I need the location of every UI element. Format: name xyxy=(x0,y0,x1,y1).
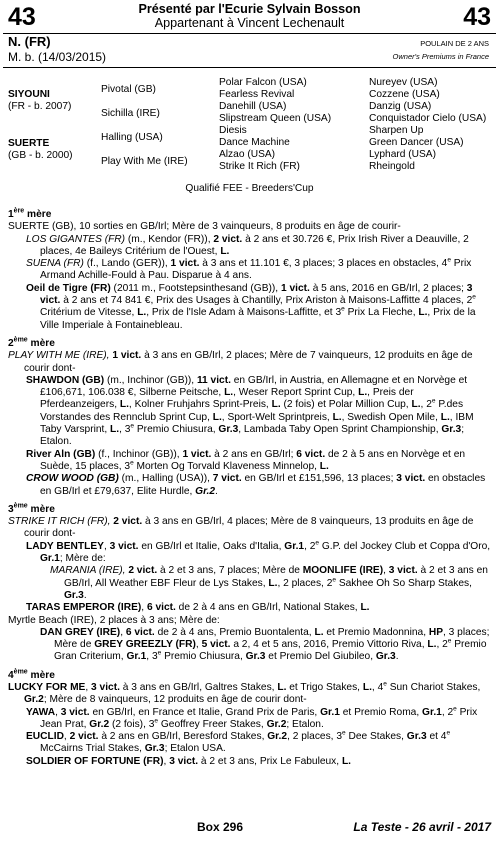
pedigree-g3: Cozzene (USA) xyxy=(369,89,440,100)
produce-entry: SOLDIER OF FORTUNE (FR), 3 vict. à 2 et 3 ans, Prix Le Fabuleux, L. xyxy=(26,755,351,767)
section-heading: 4ème mère xyxy=(8,668,55,681)
catalogue-body xyxy=(8,209,492,768)
dam-paragraph: LUCKY FOR ME, 3 vict. à 3 ans en GB/Irl, Galtres Stakes, L. et Trigo Stakes, L., 4e Sun Chariot Stakes, Gr.2; Mère de 8 vainqueurs, 12 produits en âge de courir dont- xyxy=(8,680,481,706)
pedigree-g2: Slipstream Queen (USA) xyxy=(219,113,332,124)
produce-entry: River Aln (GB) (f., Inchinor (GB)), 1 vict. à 2 ans en GB/Irl; 6 vict. de 2 à 5 ans en Norvège et en Suède, 15 places, 3e Morten Og Torvald Klaveness Minnelop, L. xyxy=(26,448,466,472)
pedigree-g2: Strike It Rich (FR) xyxy=(219,161,300,172)
horse-name: N. (FR) xyxy=(8,34,51,49)
produce-entry: CROW WOOD (GB) (m., Halling (USA)), 7 vict. en GB/Irl et £151,596, 13 places; 3 vict. en obstacles en GB/Irl et £79,637, Elite Hurdle, Gr.2. xyxy=(26,473,486,497)
pedigree-dam: SUERTE xyxy=(8,138,50,149)
dam-paragraph: PLAY WITH ME (IRE), 1 vict. à 3 ans en GB/Irl, 2 places; Mère de 7 vainqueurs, 12 produits en âge de courir dont- xyxy=(8,350,473,374)
pedigree-g2: Polar Falcon (USA) xyxy=(219,77,307,88)
section-heading: 2ème mère xyxy=(8,336,55,349)
dam-paragraph: STRIKE IT RICH (FR), 2 vict. à 3 ans en GB/Irl, 4 places; Mère de 8 vainqueurs, 13 produits en âge de courir dont- xyxy=(8,516,474,540)
produce-entry: TARAS EMPEROR (IRE), 6 vict. de 2 à 4 ans en GB/Irl, National Stakes, L. xyxy=(26,602,370,614)
section-heading: 1ère mère xyxy=(8,207,52,220)
owner-premiums: Owner's Premiums in France xyxy=(392,52,489,61)
pedigree-sire-info: (FR - b. 2007) xyxy=(8,101,72,112)
pedigree-g1: Sichilla (IRE) xyxy=(101,108,160,119)
pedigree-g3: Rheingold xyxy=(369,161,415,172)
pedigree-g1: Halling (USA) xyxy=(101,132,163,143)
produce-entry: DAN GREY (IRE), 6 vict. de 2 à 4 ans, Premio Buontalenta, L. et Premio Madonnina, HP, 3 places; Mère de GREY GREEZLY (FR), 5 vict. a 2, 4 et 5 ans, 2016, Premio Vittorio Riva, L., 2e Premio Gran Criterium, Gr.1, 3e Premio Chiusura, Gr.3 et Premio Del Giubileo, Gr.3. xyxy=(40,626,490,663)
section-heading: 3ème mère xyxy=(8,502,55,515)
pedigree-sire: SIYOUNI xyxy=(8,89,50,100)
pedigree-g2: Alzao (USA) xyxy=(219,149,276,160)
produce-entry: LOS GIGANTES (FR) (m., Kendor (FR)), 2 vict. à 2 ans et 30.726 €, Prix Irish River a Deauville, 2 places, 4e Baileys Critérium de l'Ouest, L. xyxy=(26,233,469,257)
pedigree-g3: Danzig (USA) xyxy=(369,101,432,112)
box-number: Box 296 xyxy=(196,820,244,834)
owner-subtitle: Appartenant à Vincent Lechenault xyxy=(154,16,345,30)
pedigree-rule xyxy=(3,67,496,68)
consignor-title: Présenté par l'Ecurie Sylvain Bosson xyxy=(138,2,361,16)
produce-entry: YAWA, 3 vict. en GB/Irl, en France et Italie, Grand Prix de Paris, Gr.1 et Premio Roma, Gr.1, 2e Prix Jean Prat, Gr.2 (2 fois), 3e Geoffrey Freer Stakes, Gr.2; Etalon. xyxy=(26,705,478,730)
produce-entry: SUENA (FR) (f., Lando (GER)), 1 vict. à 3 ans et 11.101 €, 3 places; 3 places en obstacles, 4e Prix Armand Achille-Fould à Pau. Disparue à 4 ans. xyxy=(26,256,472,282)
horse-type: POULAIN DE 2 ANS xyxy=(420,39,489,48)
pedigree-g2: Dance Machine xyxy=(219,137,290,148)
lot-number-left: 43 xyxy=(8,3,36,31)
produce-entry: Myrtle Beach (IRE), 2 places à 3 ans; Mère de: xyxy=(8,614,220,626)
pedigree-g2: Diesis xyxy=(219,125,247,136)
pedigree-g3: Green Dancer (USA) xyxy=(369,137,464,148)
dam-paragraph: SUERTE (GB), 10 sorties en GB/Irl; Mère de 3 vainqueurs, 8 produits en âge de courir- xyxy=(8,221,401,233)
produce-entry: Oeil de Tigre (FR) (2011 m., Footstepsinthesand (GB)), 1 vict. à 5 ans, 2016 en GB/Irl, 2 places; 3 vict. à 2 ans et 74 841 €, Prix des Usages à Chantilly, Prix Ariston à Maisons-Laffitte 4 places, 2e Critérium de Vitesse, L., Prix de l'Isle Adam à Maisons-Laffitte, et 3e Prix La Fleche, L., Prix de la Ville Imperiale à Fontainebleau. xyxy=(26,282,476,331)
produce-entry: LADY BENTLEY, 3 vict. en GB/Irl et Italie, Oaks d'Italia, Gr.1, 2e G.P. del Jockey Club et Coppa d'Oro, Gr.1; Mère de: xyxy=(26,539,491,565)
pedigree-g1: Pivotal (GB) xyxy=(101,84,156,95)
pedigree-g3: Conquistador Cielo (USA) xyxy=(369,113,487,124)
pedigree-g3: Lyphard (USA) xyxy=(369,149,436,160)
pedigree-g2: Danehill (USA) xyxy=(219,101,287,112)
pedigree-g1: Play With Me (IRE) xyxy=(101,156,188,167)
pedigree-dam-info: (GB - b. 2000) xyxy=(8,150,73,161)
pedigree-g3: Nureyev (USA) xyxy=(369,77,438,88)
produce-entry: MARANIA (IRE), 2 vict. à 2 et 3 ans, 7 places; Mère de MOONLIFE (IRE), 3 vict. à 2 et 3 ans en GB/Irl, All Weather EBF Fleur de Lys Stakes, L., 2 places, 2e Sakhee Oh So Sharp Stakes, Gr.3. xyxy=(50,565,488,601)
qualification-note: Qualifié FEE - Breeders'Cup xyxy=(185,183,314,194)
header-rule xyxy=(3,33,496,34)
produce-entry: SHAWDON (GB) (m., Inchinor (GB)), 11 vict. en GB/Irl, in Austria, en Allemagne et en Norvège et £106,671, 106.038 €, Silberne Peitsche, L., Weser Report Sprint Cup, L., Preis der Pferdeanzeigers, L., Kolner Fruhjahrs Sprint-Preis, L. (2 fois) et Polar Million Cup, L., 2e P.des Vorstandes des Rennclub Sprint Cup, L., Sport-Welt Sprintpreis, L., Swedish Open Mile, L., IBM Taby Varsprint, L., 3e Premio Chiusura, Gr.3, Lambada Taby Open Sprint Championship, Gr.3; Etalon. xyxy=(26,374,474,448)
lot-number-right: 43 xyxy=(463,3,491,31)
horse-details: M. b. (14/03/2015) xyxy=(8,50,107,64)
sale-date: La Teste - 26 avril - 2017 xyxy=(353,820,491,834)
produce-entry: EUCLID, 2 vict. à 2 ans en GB/Irl, Beresford Stakes, Gr.2, 2 places, 3e Dee Stakes, Gr.3 et 4e McCairns Trial Stakes, Gr.3; Etalon USA. xyxy=(26,729,451,755)
pedigree-g2: Fearless Revival xyxy=(219,89,295,100)
pedigree-g3: Sharpen Up xyxy=(369,125,424,136)
